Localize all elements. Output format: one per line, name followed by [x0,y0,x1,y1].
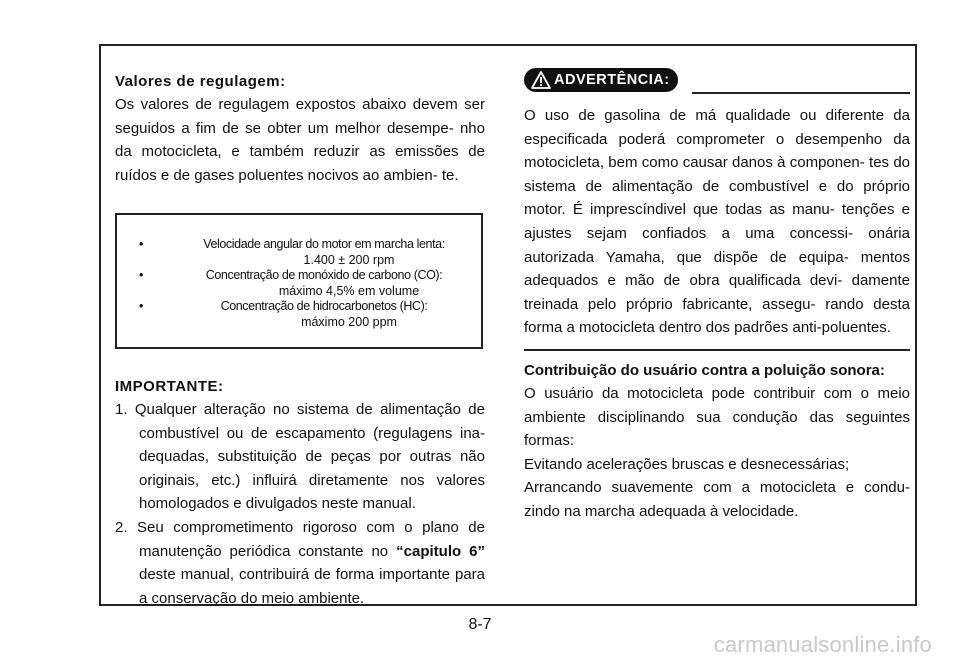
spec-row-co [139,268,479,299]
important-title: IMPORTANTE: [115,378,224,395]
spec-label: Concentração de monóxido de carbono (CO): [205,268,443,282]
spec-label: Velocidade angular do motor em marcha lenta: [203,237,445,251]
warning-label: ADVERTÊNCIA: [554,72,670,88]
warning-text: O uso de gasolina de má qualidade ou diferente da especificada poderá comprometer o desempenho da motocicleta, bem como causar danos à componen- tes do sistema de alimentação de combustível e do próprio motor. É imprescíndivel que todas as manu- tenções e ajustes sejam confiados a uma concessi- onária autorizada Yamaha, que dispõe de equipa- mentos adequados e mão de obra qualificada devi- damente treinada pelo próprio fabricante, assegu- rando desta forma a motocicleta dentro dos padrões anti-poluentes. [524,107,910,337]
bullet: • [139,299,144,313]
right-column [524,68,910,524]
spec-value: máximo 4,5% em volume [278,283,420,298]
important-item-1 [115,398,485,516]
values-text: Os valores de regulagem expostos abaixo devem ser seguidos a fim de se obter um melhor desempe- nho da motocicleta, e também reduzir as emissões de ruídos e de gases poluentes nocivos ao ambien- te. [115,96,485,184]
watermark: carmanualsonline.info [713,632,932,657]
warning-header [524,68,910,94]
item-text: deste manual, contribuirá de forma importante para a conservação do meio ambiente. [139,566,485,607]
left-column [115,70,485,187]
item-text: Qualquer alteração no sistema de alimentação de combustível ou de escapamento (regulagens ina- dequadas, substituição de peças por outras não originais, etc.) influirá diretamente nos valores homologados e divulgados neste manual. [134,401,485,513]
noise-line-2: Arrancando suavemente com a motocicleta e condu- zindo na marcha adequada à velocidade. [524,479,910,520]
bullet: • [139,237,144,251]
page-number: 8-7 [468,616,492,633]
important-section [115,375,485,610]
spec-list [139,237,479,330]
warning-badge [524,68,678,92]
spec-value: máximo 200 ppm [301,314,397,329]
warning-triangle-icon [531,70,551,90]
item-number: 2. [115,518,128,536]
chapter-reference: “capitulo 6” [396,542,485,560]
spec-row-idle [139,237,479,268]
noise-text: O usuário da motocicleta pode contribuir com o meio ambiente disciplinando sua condução das seguintes formas: [524,384,910,450]
section-divider [524,349,910,351]
noise-line-1: Evitando acelerações bruscas e desnecessárias; [524,455,850,473]
spec-value: 1.400 ± 200 rpm [303,252,395,267]
values-title: Valores de regulagem: [115,73,286,90]
important-item-2 [115,516,485,610]
item-number: 1. [115,401,128,418]
spec-row-hc [139,299,479,330]
spec-box [115,213,483,349]
spec-label: Concentração de hidrocarbonetos (HC): [220,299,428,313]
warning-rule [692,92,910,94]
item-text: Seu comprometimento rigoroso com o plano de manutenção periódica constante no [137,518,485,560]
page-frame [99,44,917,606]
bullet: • [139,268,144,282]
noise-title: Contribuição do usuário contra a poluição sonora: [524,361,885,379]
